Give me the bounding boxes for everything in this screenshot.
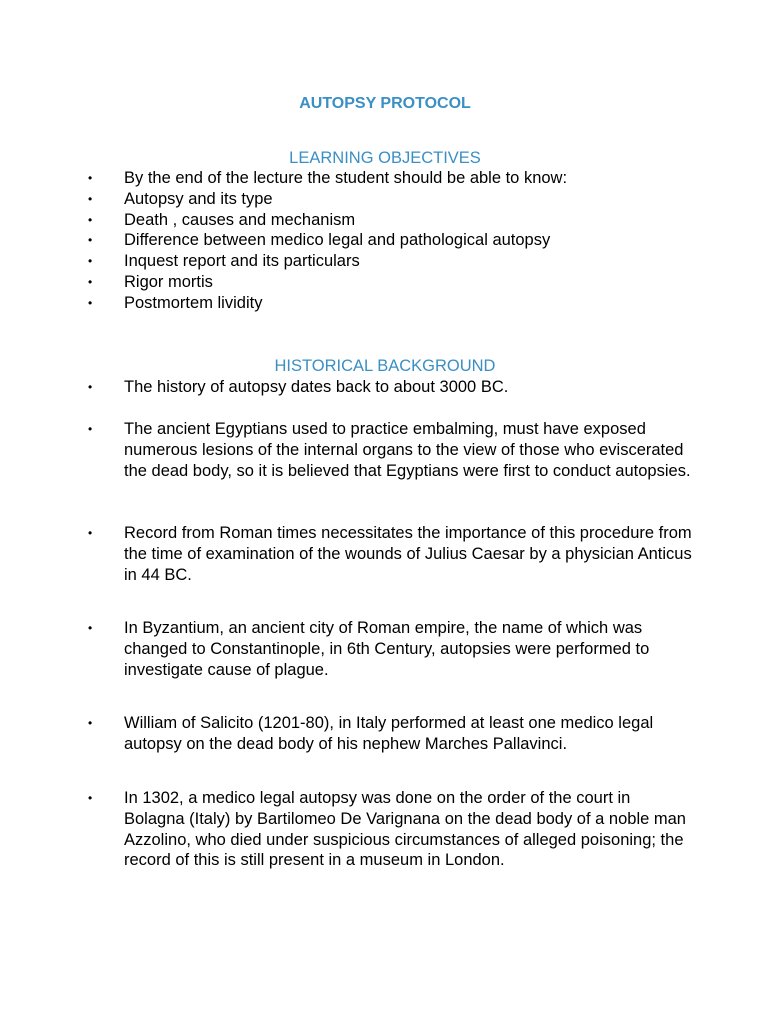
list-item-text: Difference between medico legal and pathological autopsy: [124, 231, 551, 250]
bullet-icon: •: [88, 621, 93, 635]
bullet-icon: •: [88, 274, 93, 289]
history-item-text: The ancient Egyptians used to practice embalming, must have exposed numerous lesions of the internal organs to the view of those who eviscerated the dead body, so it is believed that Egyptians were first to conduct autopsies.: [124, 420, 691, 480]
document-title: AUTOPSY PROTOCOL: [299, 95, 471, 112]
list-item-text: By the end of the lecture the student should be able to know:: [124, 169, 568, 187]
historical-background-heading: HISTORICAL BACKGROUND: [274, 357, 496, 375]
list-item: [0, 168, 770, 189]
bullet-icon: •: [88, 212, 93, 227]
list-item: [0, 230, 770, 251]
history-item-text: William of Salicito (1201-80), in Italy performed at least one medico legal autopsy on the dead body of his nephew Marches Pallavinci.: [124, 714, 654, 753]
list-item: [0, 272, 770, 293]
list-item-text: Rigor mortis: [124, 272, 213, 291]
learning-objectives-list: [0, 168, 770, 314]
history-item-text: The history of autopsy dates back to about 3000 BC.: [124, 378, 509, 396]
list-item: [0, 210, 770, 231]
list-item-text: Postmortem lividity: [124, 293, 263, 312]
bullet-icon: •: [88, 791, 93, 805]
bullet-icon: •: [88, 191, 93, 206]
list-item: [0, 293, 770, 314]
bullet-icon: •: [88, 380, 93, 394]
bullet-icon: •: [88, 233, 93, 248]
bullet-icon: •: [88, 526, 93, 540]
history-item-text: In 1302, a medico legal autopsy was done on the order of the court in Bolagna (Italy) by Bartilomeo De Varignana on the dead body of a noble man Azzolino, who died under suspicious circumstances of alleged poisoning; the record of this is still present in a museum in London.: [124, 789, 686, 870]
learning-objectives-heading: LEARNING OBJECTIVES: [289, 149, 481, 167]
list-item: [0, 251, 770, 272]
list-item-text: Death , causes and mechanism: [124, 210, 356, 229]
list-item: [0, 189, 770, 210]
history-item-text: In Byzantium, an ancient city of Roman empire, the name of which was changed to Constantinople, in 6th Century, autopsies were performed to investigate cause of plague.: [124, 619, 650, 679]
history-item-text: Record from Roman times necessitates the importance of this procedure from the time of examination of the wounds of Julius Caesar by a physician Anticus in 44 BC.: [124, 524, 692, 584]
bullet-icon: •: [88, 716, 93, 730]
list-item-text: Autopsy and its type: [124, 189, 273, 208]
bullet-icon: •: [88, 422, 93, 436]
list-item-text: Inquest report and its particulars: [124, 252, 360, 271]
bullet-icon: •: [88, 254, 93, 269]
bullet-icon: •: [88, 171, 93, 185]
bullet-icon: •: [88, 295, 93, 310]
